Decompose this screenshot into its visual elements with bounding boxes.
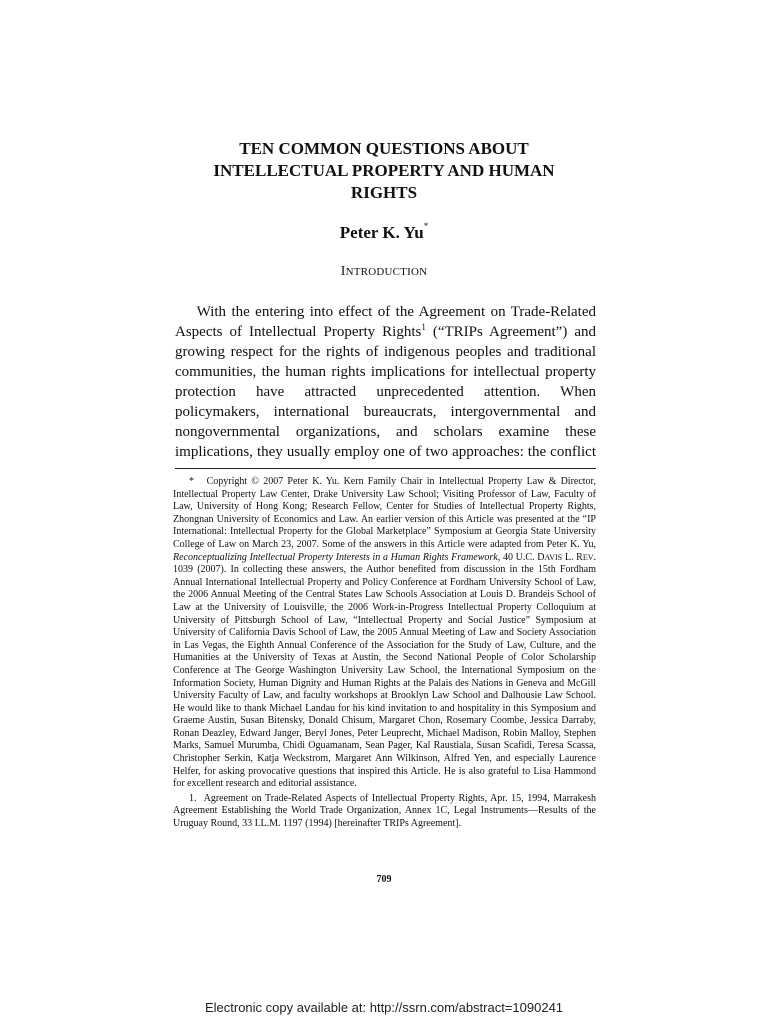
body-paragraph — [175, 302, 596, 462]
title-line: TEN COMMON QUESTIONS ABOUT — [239, 139, 529, 158]
footnote-marker: * — [189, 476, 194, 487]
footnote-star — [173, 476, 596, 791]
body-line: policymakers, international bureaucrats, intergovernmental and — [175, 404, 596, 420]
author-footnote-mark[interactable]: * — [423, 221, 429, 231]
title-line: RIGHTS — [350, 183, 418, 202]
footnote-text: Copyright © 2007 Peter K. Yu. Kern Family Chair in Intellectual Property Law & Director, Intellectual Property Law Center, Drake University Law School; Visiting Professor of Law, Faculty of Law, University of Hong Kong; Research Fellow, Center for Studies of Intellectual Property Rights, Zhongnan University of Economics and Law. An earlier version of this Article was presented at the “IP International: Intellectual Property for the Global Marketplace” Symposium at Georgia State University College of Law on March 23, 2007. Some of the answers in this Article were adapted from Peter K. Yu, — [173, 476, 596, 550]
body-line: implications, they usually employ one of two approaches: the conflict — [175, 444, 596, 460]
footnote-marker: 1. — [189, 792, 197, 804]
footnote-cited-title: Reconceptualizing Intellectual Property Interests in a Human Rights Framework — [173, 551, 498, 563]
footnote-text: Agreement on Trade-Related Aspects of Intellectual Property Rights, Apr. 15, 1994, Marrakesh Agreement Establishing the World Trade Organization, Annex 1C, Legal Instruments—Results of the Uruguay Round, 33 I.L.M. 1197 (1994) [hereinafter TRIPs Agreement]. — [173, 792, 597, 830]
body-line-text: With the entering into effect of the Agreement on Trade-Related — [196, 304, 596, 320]
author-byline — [150, 222, 618, 244]
body-line: growing respect for the rights of indigenous peoples and traditional — [175, 344, 596, 360]
footnote-smallcaps: EV — [582, 552, 594, 562]
footnote-smallcaps: AVIS — [544, 552, 563, 562]
footnote-divider — [175, 468, 596, 469]
body-line — [175, 322, 596, 342]
title-line: INTELLECTUAL PROPERTY AND HUMAN — [213, 161, 555, 180]
page-number: 709 — [376, 874, 392, 885]
section-heading-rest: NTRODUCTION — [345, 266, 428, 278]
footnote-text: , 40 U.C. D — [497, 551, 545, 563]
section-heading — [150, 263, 618, 280]
body-line: communities, the human rights implications for intellectual property — [175, 364, 596, 380]
body-line — [175, 302, 596, 322]
author-name: Peter K. Yu — [339, 223, 424, 242]
body-line-tail: (“TRIPs Agreement”) and — [425, 324, 596, 340]
footnotes — [173, 476, 596, 831]
ssrn-availability-footer[interactable]: Electronic copy available at: http://ssrn.com/abstract=1090241 — [204, 1000, 564, 1015]
footnote-text: . 1039 (2007). In collecting these answers, the Author benefited from discussion in the 15th Fordham Annual International Intellectual Property and Policy Conference at Fordham University School of Law, the 2006 Annual Meeting of the Central States Law Schools Association at Louis D. Brandeis School of Law at the University of Louisville, the 2006 Work-in-Progress Intellectual Property Colloquium at University of Pittsburgh School of Law, “Intellectual Property and Social Justice” Symposium at University of California Davis School of Law, the 2005 Annual Meeting of Law and Society Association in Las Vegas, the Eighth Annual Conference of the Association for the Study of Law, Culture, and the Humanities at the University of Texas at Austin, the Second National People of Color Scholarship Conference at The George Washington University Law School, the International Symposium on the Information Society, Human Dignity and Human Rights at the Palais des Nations in Geneva and McGill University Faculty of Law, and faculty workshops at Brooklyn Law School and Dalhousie Law School. He would like to thank Michael Landau for his kind invitation to and hospitality in this Symposium and Graeme Austin, Susan Bitensky, Donald Chisum, Margaret Chon, Rosemary Coombe, Jessica Darraby, Ronan Deazley, Edward Janger, Beryl Jones, Peter Leuprecht, Michael Madison, Robin Malloy, Stephen Marks, Samuel Murumba, Chidi Oguamanam, Sean Pager, Kal Raustiala, Susan Scafidi, Teresa Scassa, Christopher Serkin, Katja Weckstrom, Margaret Ann Wilkinson, Alfred Yen, and especially Laurence Helfer, for asking provocative questions that inspired this Article. He is also grateful to Lisa Hammond for excellent research and editorial assistance. — [173, 551, 596, 790]
footnote-ref-1[interactable]: 1 — [421, 322, 426, 332]
footnote-1 — [173, 793, 596, 831]
body-line-text: Aspects of Intellectual Property Rights — [175, 324, 422, 340]
body-line: nongovernmental organizations, and scholars examine these — [175, 424, 596, 440]
body-line: protection have attracted unprecedented attention. When — [175, 384, 596, 400]
article-title — [150, 138, 618, 204]
section-heading-initial: I — [340, 264, 346, 279]
footnote-text: L. R — [562, 551, 583, 563]
